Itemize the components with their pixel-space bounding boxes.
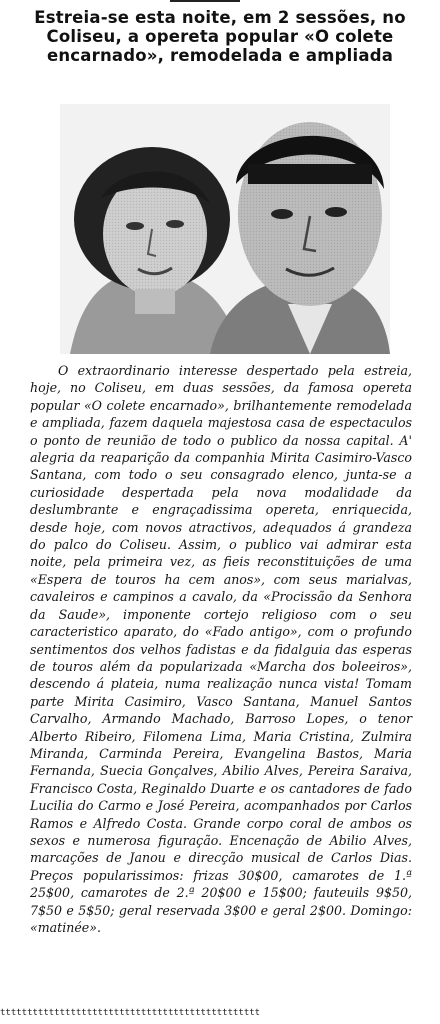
headline: Estreia-se esta noite, em 2 sessões, no Coliseu, a opereta popular «O colete encarnado», remodelada e ampliada xyxy=(34,8,406,65)
footer-rule: tttttttttttttttttttttttttttttttttttttttttttttttt xyxy=(0,1008,261,1018)
top-rule xyxy=(170,0,240,2)
woman-portrait xyxy=(70,147,240,354)
article-body xyxy=(30,362,412,936)
photo xyxy=(60,104,390,354)
article-paragraph: O extraordinario interesse despertado pela estreia, hoje, no Coliseu, em duas sessões, da famosa opereta popular «O colete encarnado», brilhantemente remodelada e ampliada, fazem daquela majestosa casa de espectaculos o ponto de reunião de todo o publico da nossa capital. A' alegria da reaparição da companhia Mirita Casimiro-Vasco Santana, com todo o seu consagrado elenco, junta-se a curiosidade despertada pela nova modalidade da deslumbrante e engraçadissima opereta, enriquecida, desde hoje, com novos atractivos, adequados á grandeza do palco do Coliseu. Assim, o publico vai admirar esta noite, pela primeira vez, as fieis reconstituições de uma «Espera de touros ha cem anos», com seus marialvas, cavaleiros e campinos a cavalo, da «Procissão da Senhora da Saude», imponente cortejo religioso com o seu caracteristico aparato, do «Fado antigo», com o profundo sentimentos dos velhos fadistas e da fidalguia das esperas de touros além da popularizada «Marcha dos boleeiros», descendo á plateia, numa realização nunca vista! Tomam parte Mirita Casimiro, Vasco Santana, Manuel Santos Carvalho, Armando Machado, Barroso Lopes, o tenor Alberto Ribeiro, Filomena Lima, Maria Cristina, Zulmira Miranda, Carminda Pereira, Evangelina Bastos, Maria Fernanda, Suecia Gonçalves, Abilio Alves, Pereira Saraiva, Francisco Costa, Reginaldo Duarte e os cantadores de fado Lucilia do Carmo e José Pereira, acompanhados por Carlos Ramos e Alfredo Costa. Grande corpo coral de ambos os sexos e numerosa figuração. Encenação de Abilio Alves, marcações de Janou e direcção musical de Carlos Dias. Preços popularissimos: frizas 30$00, camarotes de 1.ª 25$00, camarotes de 2.ª 20$00 e 15$00; fauteuils 9$50, 7$50 e 5$50; geral reservada 3$00 e geral 2$00. Domingo: «matinée». xyxy=(30,363,412,935)
photo-illustration xyxy=(60,104,390,354)
